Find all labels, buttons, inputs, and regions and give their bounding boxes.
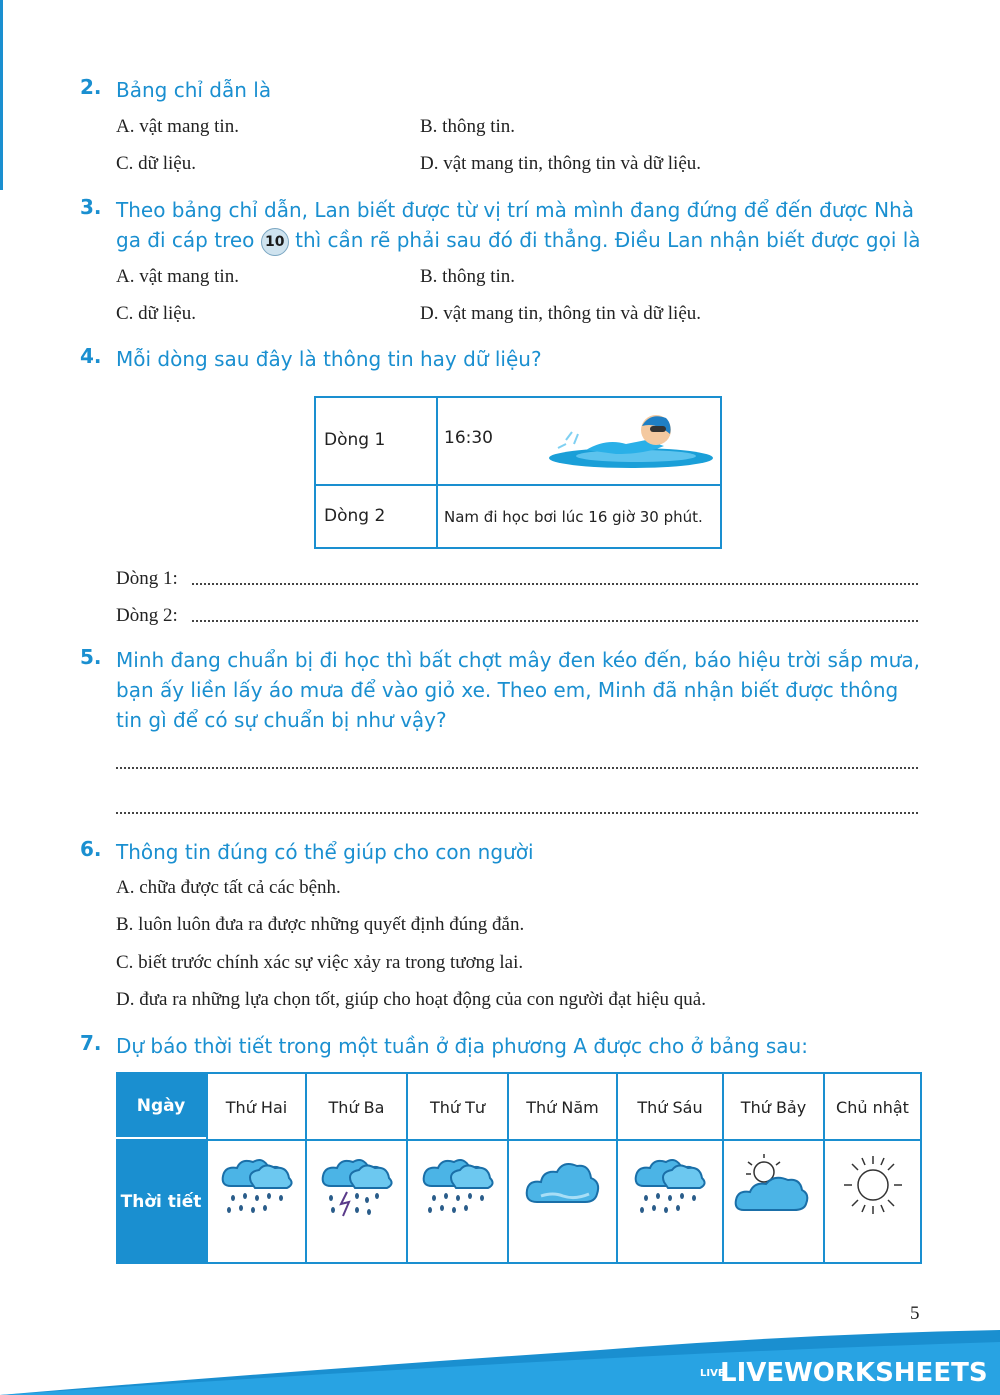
rain-icon [630,1152,710,1218]
option-c[interactable]: C. biết trước chính xác sự việc xảy ra trong tương lai. [116,952,524,973]
option-b[interactable]: B. luôn luôn đưa ra được những quyết định đúng đắn. [116,914,525,935]
day-name: Thứ Ba [328,1098,385,1117]
cloud-icon [523,1152,603,1218]
question-text: Bảng chỉ dẫn là [116,78,272,102]
option-a[interactable]: A. vật mang tin. [116,116,239,137]
day-column [724,1072,825,1264]
day-name: Thứ Sáu [637,1098,703,1117]
day-column [307,1072,408,1264]
option-c[interactable]: C. dữ liệu. [116,153,196,174]
header-weather: Thời tiết [120,1192,202,1212]
row2-value: Nam đi học bơi lúc 16 giờ 30 phút. [444,508,703,526]
question-text: Dự báo thời tiết trong một tuần ở địa phương A được cho ở bảng sau: [116,1034,808,1058]
day-name: Thứ Bảy [740,1098,807,1117]
question-text: Minh đang chuẩn bị đi học thì bất chợt mây đen kéo đến, báo hiệu trời sắp mưa, bạn ấy liền lấy áo mưa để vào giỏ xe. Theo em, Minh đã nhận biết được thông tin gì để có sự chuẩn bị như vậy? [116,648,920,732]
option-b[interactable]: B. thông tin. [420,116,516,137]
question-number: 4. [80,344,102,368]
row2-label: Dòng 2 [324,506,386,526]
option-d[interactable]: D. vật mang tin, thông tin và dữ liệu. [420,303,702,324]
brand-name: LIVEWORKSHEETS [720,1358,988,1388]
answer-line-row1[interactable] [192,582,918,585]
question-text-part1: Theo bảng chỉ dẫn, Lan biết được từ vị trí mà mình đang đứng để đến được Nhà ga đi cáp treo [116,198,915,252]
question-text-part2: thì cần rẽ phải sau đó đi thẳng. Điều Lan nhận biết được gọi là [295,228,921,252]
option-d[interactable]: D. đưa ra những lựa chọn tốt, giúp cho hoạt động của con người đạt hiệu quả. [116,989,706,1010]
question-number: 5. [80,645,102,669]
partly-cloudy-icon [734,1152,814,1218]
option-a[interactable]: A. vật mang tin. [116,266,239,287]
question-text: Mỗi dòng sau đây là thông tin hay dữ liệu? [116,347,542,371]
answer-label-row1: Dòng 1: [116,568,178,589]
page-number: 5 [910,1303,920,1324]
day-column [618,1072,724,1264]
answer-line-row2[interactable] [192,619,918,622]
option-b[interactable]: B. thông tin. [420,266,516,287]
page-edge-bar [0,0,3,190]
weather-table [116,1072,922,1264]
row1-value: 16:30 [444,428,493,448]
question-text: Thông tin đúng có thể giúp cho con người [116,840,534,864]
data-info-table [314,396,722,549]
answer-line[interactable] [116,766,918,769]
option-a[interactable]: A. chữa được tất cả các bệnh. [116,877,341,898]
header-day: Ngày [136,1096,186,1116]
day-name: Thứ Năm [526,1098,599,1117]
header-column [116,1072,206,1264]
question-text [116,195,926,256]
question-number: 6. [80,837,102,861]
rain-icon [217,1152,297,1218]
day-name: Thứ Tư [429,1098,486,1117]
liveworksheets-logo [700,1358,988,1388]
day-column [206,1072,307,1264]
row1-label: Dòng 1 [324,430,386,450]
rain-icon [418,1152,498,1218]
swimmer-icon [546,410,716,474]
thunderstorm-rain-icon [317,1152,397,1218]
question-number: 2. [80,75,102,99]
option-d[interactable]: D. vật mang tin, thông tin và dữ liệu. [420,153,702,174]
answer-label-row2: Dòng 2: [116,605,178,626]
day-name: Thứ Hai [225,1098,288,1117]
option-c[interactable]: C. dữ liệu. [116,303,196,324]
answer-line[interactable] [116,811,918,814]
brand-mark: LIVE [700,1367,725,1379]
day-name: Chủ nhật [836,1098,909,1117]
sun-icon [838,1152,908,1218]
question-number: 7. [80,1031,102,1055]
day-column [408,1072,509,1264]
day-column [825,1072,922,1264]
day-column [509,1072,618,1264]
location-marker-badge: 10 [261,228,289,256]
question-number: 3. [80,195,102,219]
